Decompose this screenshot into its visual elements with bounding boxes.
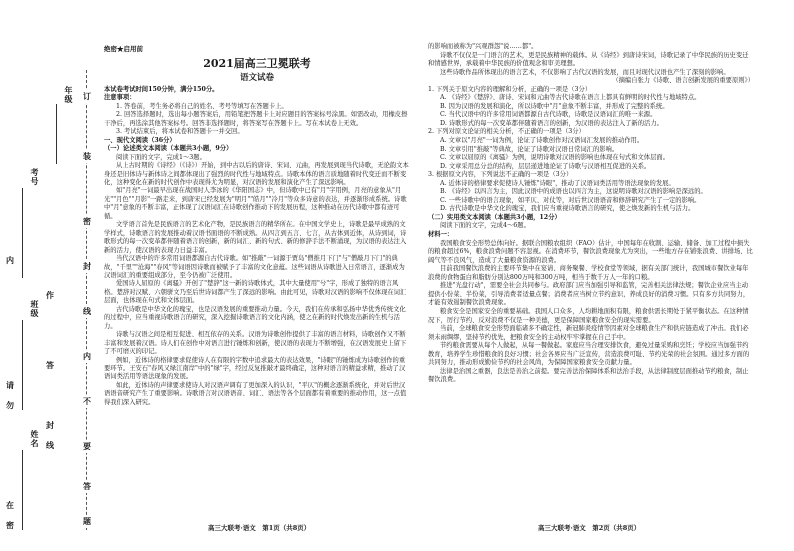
note-item: 2. 回答选择题时，选出每小题答案后，用铅笔把答题卡上对应题目的答案标号涂黑。如需改动，用橡皮擦干净后，再选涂其他答案标号。回答非选择题时，将答案写在答题卡上。写在本试卷上无效。 <box>104 111 408 127</box>
outer-char: 内 <box>6 255 14 265</box>
passage-paragraph: 诗歌与汉语之间是相互促进、相互依存的关系。汉语为诗歌创作提供了丰富的语言材料，诗歌创作又不断丰富和发展着汉语。诗人们在创作中对语言进行锤炼和创新，使汉语的表现力不断增强，在汉语发展史上留下了不可磨灭的印记。 <box>104 331 407 356</box>
passage-paragraph: 爱国诗人屈原的《离骚》开创了"楚辞"这一新的诗歌体式，其中大量使用"兮"字，形成了独特的语言风格。楚辞对汉赋、六朝骈文乃至后世诗词都产生了深远的影响。由此可见，诗歌对汉语的影响不仅体现在词汇层面，也体现在句式和文体层面。 <box>104 280 407 305</box>
seal-char: 不 <box>83 396 91 406</box>
page-footer-left: 高三大联考·语文 第1页（共8页） <box>208 524 311 532</box>
class-blank <box>22 320 23 410</box>
exam-subtitle: 语文试卷 <box>239 73 274 83</box>
passage-paragraph: 这些诗歌作品所体现出的语言艺术，不仅影响了古代汉语的发展，而且对现代汉语也产生了深刻的影响。 <box>440 68 730 76</box>
seal-char: 装 <box>83 151 91 161</box>
material-heading: 材料一： <box>428 231 454 239</box>
section-heading: 一、现代文阅读（36分） <box>104 136 176 144</box>
seal-char: 密 <box>83 216 91 226</box>
grade-label: 年级 <box>64 86 74 104</box>
secret-mark: 绝密★启用前 <box>104 45 143 53</box>
notes-title: 注意事项： <box>104 94 136 102</box>
right-column <box>428 43 754 385</box>
exam-no-label: 考号 <box>30 168 40 186</box>
seal-char: 线 <box>83 306 91 316</box>
material-paragraph: 节约粮食需要从每个人做起，从每一餐做起。家庭应当合理安排饮食，避免过量采购和烹饪；学校应当加强节约教育，培养学生珍惜粮食的良好习惯；社会各界应当广泛宣传，营造浪费可耻、节约光荣的社会氛围。通过多方面的共同努力，推动形成勤俭节约的社会风尚，为保障国家粮食安全贡献力量。 <box>428 342 750 367</box>
name-blank <box>22 450 23 530</box>
note-item: 1. 答卷前，考生务必将自己的姓名、考号等填写在答题卡上。 <box>116 102 288 110</box>
outer-char: 勿 <box>6 400 14 410</box>
name-label: 姓名 <box>30 430 40 448</box>
passage-paragraph: 如"月亮"一词最早出现在战国时人李冰的《华阳国志》中，但诗歌中已有"月"字用例，月亮的意象从"月光""月色""月影"一路走来，到唐宋已经发展为"明月""皓月""冷月"等众多诗意的表达，并逐渐形成系统。诗歌中"月"意象的不断丰富，正体现了汉语词汇在诗歌创作推动下的发展历程，这种推动在历代诗歌中都有迹可循。 <box>104 187 407 220</box>
passage-paragraph: 当代汉语中的许多常用词语都源自古代诗歌。如"推敲"一词源于贾岛"僧推月下门"与"僧敲月下门"的典故，"千里""沧海""春风"等词语因诗歌而被赋予了丰富的文化意蕴。这些词语从诗歌进入日常语言，逐渐成为汉语词汇的重要组成部分，至今仍被广泛使用。 <box>104 255 405 279</box>
outer-char: 作 <box>46 290 54 300</box>
question-stem: 1. 下列关于原文内容的理解和分析，正确的一项是（3分） <box>428 85 592 93</box>
seal-char: 要 <box>83 441 91 451</box>
binding-margin <box>0 0 96 551</box>
seal-char: 内 <box>83 351 91 361</box>
seal-char: 题 <box>83 516 91 526</box>
grade-blank <box>56 104 57 164</box>
material-paragraph: 粮食安全是国家安全的重要基础。我国人口众多，人均耕地面积有限，粮食供需长期处于紧平衡状态。在这种情况下，厉行节约、反对浪费不仅是一种美德，更是保障国家粮食安全的现实需要。 <box>428 307 749 324</box>
question-option: D. 古代诗歌是中华文化的瑰宝，我们应当重视诗歌语言的研究，使之焕发新的生机与活力。 <box>440 205 695 213</box>
passage-paragraph: 文学语言首先是民族语言的艺术化产物，是民族语言的精华所在。在中国文学史上，诗歌是最早成熟的文学样式，诗歌语言的发展推动着汉语书面语的不断成熟。从四言到五言、七言，从古体到近体，从诗到词，诗歌形式的每一次变革都伴随着语言的创新，新的词汇、新的句式、新的修辞手法不断涌现，为汉语的表达注入新的活力，使汉语的表现力日益丰富。 <box>104 221 407 254</box>
instruction: 阅读下面的文字，完成4～6题。 <box>440 222 530 230</box>
question-option: B. 因为汉语的发展和演化，所以诗歌中"月"意象不断丰富，并形成了完整的系统。 <box>440 102 669 110</box>
page-footer-right: 高三大联考·语文 第2页（共8页） <box>538 524 641 532</box>
passage-paragraph: 古代诗歌是中华文化的瑰宝，也是汉语发展的重要推动力量。今天，我们在传承和弘扬中华优秀传统文化的过程中，应当重视诗歌语言的研究，深入挖掘诗歌语言的文化内涵，使之在新的时代焕发出新的生机与活力。 <box>104 305 406 330</box>
outer-char: 线 <box>46 440 54 450</box>
outer-char: 答 <box>46 360 54 370</box>
exam-info: 本试卷考试时间150分钟，满分150分。 <box>104 86 219 93</box>
passage-paragraph: 从上古时期的《诗经》（《诗》）开始，到中古以后的唐诗、宋词、元曲，再发展到现当代诗歌，无论韵文本身还是旧体诗与新体诗之间都体现出了强烈的时代性与地域特点。诗歌本体的语言质地随着时代变迁而不断变化，这种变化在新的时代创作中表现得尤为明显，对汉语的发展和演化产生了深远影响。 <box>104 162 409 186</box>
material-paragraph: 我国粮食安全形势总体向好。据联合国粮农组织（FAO）估计，中国每年在收割、运输、储备、加工过程中损失的粮食超过6%，粮食浪费问题不容忽视。在消费环节，餐饮浪费现象尤为突出，一些地方存在铺张浪费、讲排场、比阔气等不良风气，造成了大量粮食资源的浪费。 <box>428 239 753 264</box>
material-paragraph: 目前我国餐饮浪费的主要环节集中在宴请、商务聚餐、学校食堂等领域，据有关部门统计，我国城市餐饮业每年浪费的食物蛋白和脂肪分别达800万吨和300万吨，相当于数千万人一年的口粮。 <box>428 265 749 281</box>
question-option: B. 文章引用"推敲"等典故，论证了诗歌对汉语日常词汇的影响。 <box>440 145 619 153</box>
outer-char: 在 <box>6 500 14 510</box>
exam-title: 2021届高三卫冕联考 <box>203 57 311 70</box>
passage-paragraph: 诗歌不仅仅是一门语言的艺术，更是民族精神的载体。从《诗经》到唐诗宋词，诗歌记录了中华民族的历史变迁和情感世界，承载着中华民族的价值观念和审美理想。 <box>428 51 749 68</box>
note-item: 3. 考试结束后，将本试卷和答题卡一并交回。 <box>116 128 244 136</box>
question-stem: 2. 下列对原文论证的相关分析，不正确的一项是（3分） <box>428 128 585 136</box>
subsection-heading: （二）实用类文本阅读（本题共3小题，12分） <box>428 213 561 221</box>
outer-char: 封 <box>46 420 54 430</box>
seal-line <box>86 70 87 530</box>
question-option: B. 《诗经》以四言为主，因此汉语中的成语也以四言为主，这说明诗歌对汉语的影响是深远的。 <box>440 188 707 196</box>
seal-char: 封 <box>83 261 91 271</box>
passage-source: （摘编自张力《诗歌、语言创新发展的重要原则》） <box>612 77 754 85</box>
question-option: C. 当代汉语中的许多常用词语都源自古代诗歌，诗歌是汉语词汇的唯一来源。 <box>440 111 657 119</box>
seal-char: 订 <box>83 91 91 101</box>
question-stem: 3. 根据原文内容，下列说法不正确的一项是（3分） <box>428 171 573 179</box>
passage-paragraph: 例如，近体诗的格律要求促使诗人在有限的字数中追求最大的表达效果，"诗眼"的锤炼成为诗歌创作的重要环节。王安石"春风又绿江南岸"中的"绿"字，经过反复推敲才最终确定，这种对语言的精益求精，推动了汉语词类活用等语法现象的发展。 <box>104 356 406 381</box>
passage-paragraph: 如此，近体诗的声律要求使诗人对汉语声调有了更加深入的认识，"平仄"的概念逐渐系统化，并对后世汉语语音研究产生了重要影响。诗歌语言对汉语语音、词汇、语法等各个层面都有着重要的推动作用，这一点值得我们深入研究。 <box>104 381 407 406</box>
question-option: C. 文章以屈原的《离骚》为例，说明诗歌对汉语的影响也体现在句式和文体层面。 <box>440 154 669 162</box>
instruction: 阅读下面的文字，完成1～3题。 <box>116 153 206 161</box>
material-paragraph: 推进"光盘行动"，需要全社会共同参与。政府部门应当加强引导和监管，完善相关法律法规；餐饮企业应当主动提供小份菜、半份菜，引导消费者适量点餐；消费者应当树立节约意识，养成良好的消费习惯。只有多方共同努力，才能有效遏制餐饮浪费现象。 <box>428 282 750 307</box>
question-option: A. 文章以"月亮"一词为例，论证了诗歌创作对汉语词汇发展的推动作用。 <box>440 137 644 145</box>
passage-continuation: 的影响而被称为"兴观群怨"说……都"。 <box>428 43 538 50</box>
left-column <box>104 86 410 407</box>
question-option: A. 近体诗的格律要求促使诗人锤炼"诗眼"，推动了汉语词类活用等语法现象的发展。 <box>440 179 675 187</box>
question-option: D. 文章采用总分总的结构，层层递进地论证了诗歌与汉语相互促进的关系。 <box>440 162 651 170</box>
question-option: C. 一些诗歌中的语言现象，如平仄、对仗等，对后世汉语语音和修辞研究产生了一定的影响。 <box>440 196 701 204</box>
material-paragraph: 法律是治国之重器，良法是善治之前提。要完善法治保障体系和法治手段，从法律制度层面推动节约粮食，制止餐饮浪费。 <box>428 367 749 384</box>
class-label: 班级 <box>30 300 40 318</box>
seal-char: 答 <box>83 481 91 491</box>
outer-char: 请 <box>6 380 14 390</box>
material-paragraph: 当前，全球粮食安全形势面临诸多不确定性，新冠肺炎疫情等因素对全球粮食生产和供应链造成了冲击。我们必须未雨绸缪，坚持节约优先，把粮食安全的主动权牢牢掌握在自己手中。 <box>428 325 749 341</box>
question-option: A. 《诗经》《楚辞》、唐诗、宋词和元曲等古代诗歌在语言上都具有鲜明的时代性与地域特点。 <box>440 94 701 102</box>
exam-no-blank <box>22 188 23 278</box>
subsection-heading: （一）论述类文本阅读（本题共3小题，9分） <box>104 145 233 153</box>
outer-char: 密 <box>6 520 14 530</box>
question-option: D. 诗歌形式的每一次变革都伴随着语言的创新，为汉语的表达注入了新的活力。 <box>440 119 663 127</box>
